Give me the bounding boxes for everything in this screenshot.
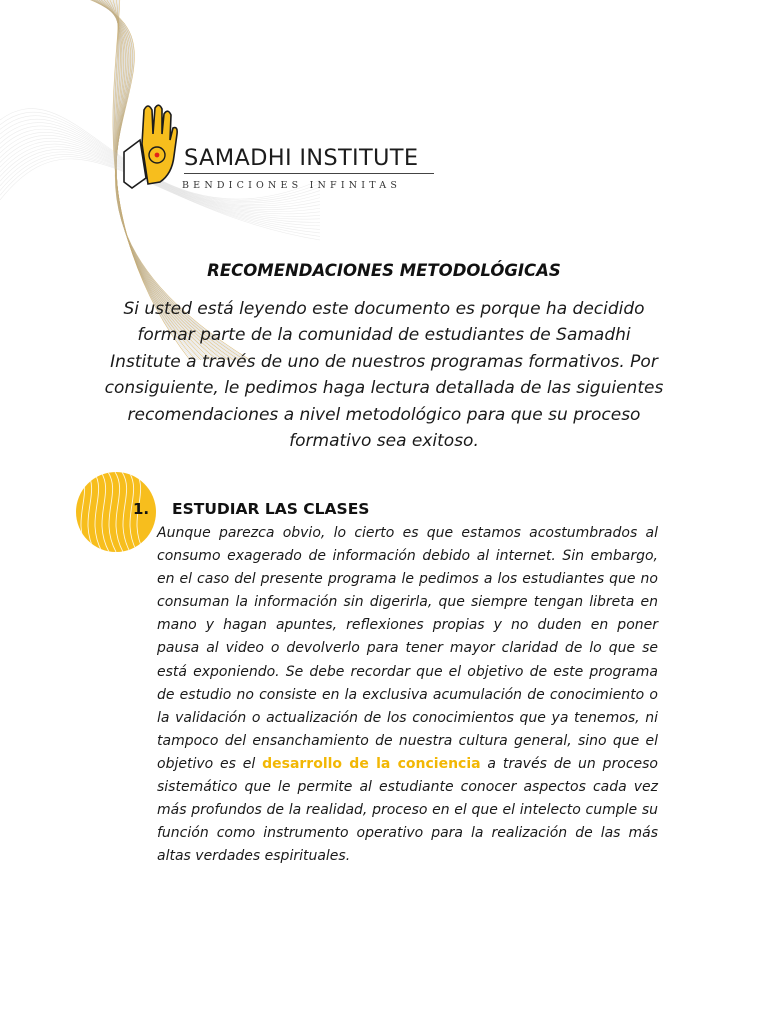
section-body-text-start: Aunque parezca obvio, lo cierto es que estamos acostumbrados al consumo exagerado de información debido al internet. Sin embargo, en el caso del presente programa le pedimos a los estudiantes que no consuman la información sin digerirla, que siempre tengan libreta en mano y hagan apuntes, reflexiones propias y no duden en poner pausa al video o devolverlo para tener mayor claridad de lo que se está exponiendo. Se debe recordar que el objetivo de este programa de estudio no consiste en la exclusiva acumulación de conocimiento o la validación o actualización de los conocimientos que ya tenemos, ni tampoco del ensanchamiento de nuestra cultura general, sino que el objetivo es el	[157, 525, 658, 772]
mudra-hand-icon	[122, 100, 182, 192]
intro-paragraph: Si usted está leyendo este documento es porque ha decidido formar parte de la comunidad de estudiantes de Samadhi Institute a través de uno de nuestros programas formativos. Por consiguiente, le pedimos haga lectura detallada de las siguientes recomendaciones a nivel metodológico para que su proceso formativo sea exitoso.	[104, 299, 664, 452]
document-title: RECOMENDACIONES METODOLÓGICAS	[207, 261, 561, 280]
section-number: 1.	[133, 500, 150, 518]
samadhi-logo	[122, 100, 442, 195]
section-body-text-end: a través de un proceso sistemático que le permite al estudiante conocer aspectos cada vez más profundos de la realidad, proceso en el que el intelecto cumple su función como instrumento operativo para la realización de las más altas verdades espirituales.	[157, 755, 658, 865]
brand-tagline: BENDICIONES INFINITAS	[182, 180, 402, 191]
section-title: ESTUDIAR LAS CLASES	[172, 500, 370, 518]
section-body	[157, 522, 658, 868]
section-body-highlight: desarrollo de la conciencia	[262, 755, 481, 772]
brand-name: SAMADHI INSTITUTE	[184, 145, 419, 171]
logo-divider	[184, 173, 434, 174]
